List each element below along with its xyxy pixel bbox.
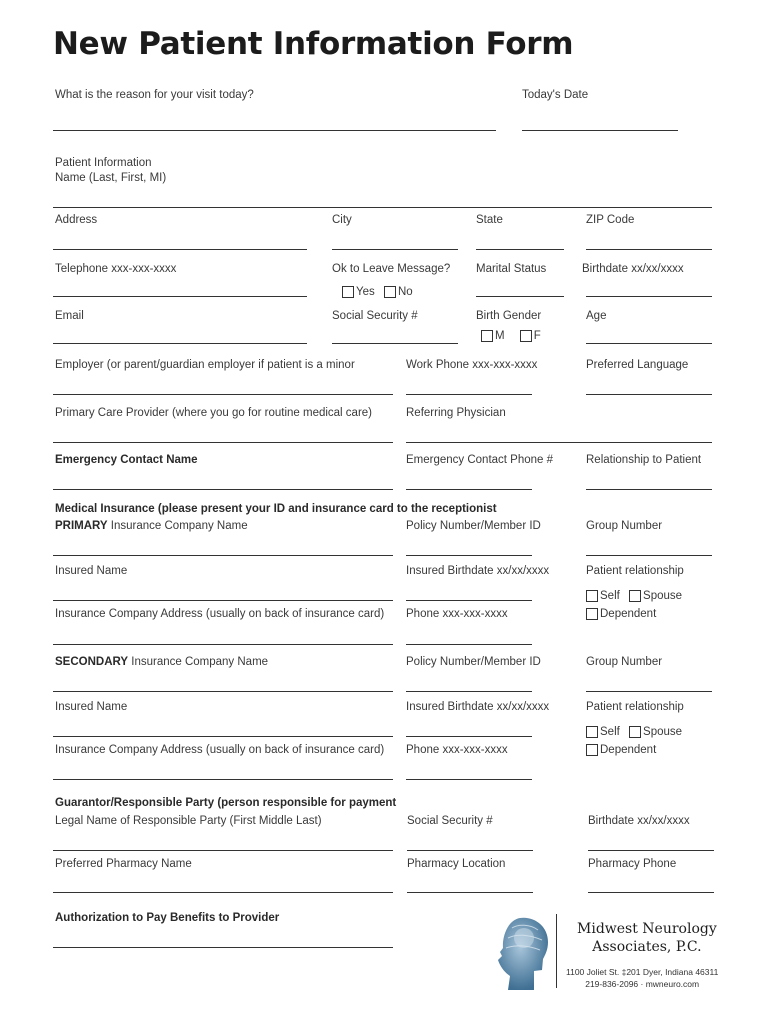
guarantor-birthdate-label: Birthdate xx/xx/xxxx (588, 815, 690, 827)
primary-spouse-label: Spouse (643, 590, 683, 602)
page-title: New Patient Information Form (53, 26, 574, 62)
primary-group-label: Group Number (586, 520, 663, 532)
ec-phone-label: Emergency Contact Phone # (406, 454, 554, 466)
telephone-field[interactable] (53, 296, 307, 297)
language-field[interactable] (586, 394, 712, 395)
logo-divider (556, 914, 557, 988)
guarantor-birthdate-field[interactable] (588, 850, 714, 851)
primary-company-label (55, 520, 248, 532)
m-checkbox[interactable] (481, 330, 493, 342)
ec-name-label: Emergency Contact Name (55, 454, 198, 466)
birthdate-field[interactable] (586, 296, 712, 297)
employer-field[interactable] (53, 394, 393, 395)
secondary-bold: SECONDARY (55, 656, 129, 668)
logo-name-line2: Associates, P.C. (592, 939, 702, 955)
primary-rest: Insurance Company Name (107, 520, 248, 532)
primary-patient-rel-label: Patient relationship (586, 565, 684, 577)
primary-company-field[interactable] (53, 555, 393, 556)
pharmacy-loc-label: Pharmacy Location (407, 858, 506, 870)
pcp-label: Primary Care Provider (where you go for routine medical care) (55, 407, 373, 419)
secondary-company-label (55, 656, 268, 668)
work-phone-field[interactable] (406, 394, 532, 395)
secondary-company-field[interactable] (53, 691, 393, 692)
work-phone-label: Work Phone xxx-xxx-xxxx (406, 359, 538, 371)
logo-name-line1: Midwest Neurology (577, 921, 717, 937)
secondary-rest: Insurance Company Name (128, 656, 269, 668)
logo-address-line2: 219-836-2096 · mwneuro.com (585, 979, 700, 989)
logo-address (566, 966, 718, 990)
secondary-dependent-checkbox[interactable] (586, 744, 598, 756)
secondary-insured-bd-field[interactable] (406, 736, 532, 737)
state-field[interactable] (476, 249, 564, 250)
yes-label: Yes (356, 286, 375, 298)
pharmacy-field[interactable] (53, 892, 393, 893)
legal-name-label: Legal Name of Responsible Party (First Middle Last) (55, 815, 322, 827)
primary-company-address-label: Insurance Company Address (usually on back of insurance card) (55, 608, 385, 620)
secondary-spouse-label: Spouse (643, 726, 683, 738)
primary-phone-field[interactable] (406, 644, 532, 645)
guarantor-ssn-label: Social Security # (407, 815, 493, 827)
authorization-field[interactable] (53, 947, 393, 948)
secondary-insured-name-field[interactable] (53, 736, 393, 737)
no-checkbox[interactable] (384, 286, 396, 298)
ssn-label: Social Security # (332, 310, 418, 322)
marital-label: Marital Status (476, 263, 547, 275)
secondary-company-address-field[interactable] (53, 779, 393, 780)
primary-bold: PRIMARY (55, 520, 108, 532)
name-field[interactable] (53, 207, 712, 208)
city-label: City (332, 214, 352, 226)
yes-checkbox[interactable] (342, 286, 354, 298)
primary-insured-name-label: Insured Name (55, 565, 128, 577)
secondary-policy-field[interactable] (406, 691, 532, 692)
state-label: State (476, 214, 503, 226)
guarantor-section-title: Guarantor/Responsible Party (person responsible for payment (55, 797, 397, 809)
ec-phone-field[interactable] (406, 489, 532, 490)
insurance-section-title: Medical Insurance (please present your ID and insurance card to the receptionist (55, 503, 497, 515)
birth-gender-label: Birth Gender (476, 310, 542, 322)
primary-insured-bd-field[interactable] (406, 600, 532, 601)
guarantor-ssn-field[interactable] (407, 850, 533, 851)
zip-field[interactable] (586, 249, 712, 250)
primary-policy-label: Policy Number/Member ID (406, 520, 541, 532)
logo-name (577, 920, 717, 956)
telephone-label: Telephone xxx-xxx-xxxx (55, 263, 177, 275)
logo-address-line1: 1100 Joliet St. ‡201 Dyer, Indiana 46311 (566, 967, 719, 977)
marital-field[interactable] (476, 296, 564, 297)
pcp-field[interactable] (53, 442, 393, 443)
primary-self-checkbox[interactable] (586, 590, 598, 602)
primary-insured-name-field[interactable] (53, 600, 393, 601)
secondary-self-checkbox[interactable] (586, 726, 598, 738)
brain-head-logo-icon (494, 914, 554, 992)
primary-group-field[interactable] (586, 555, 712, 556)
no-label: No (397, 286, 413, 298)
secondary-patient-rel-label: Patient relationship (586, 701, 684, 713)
ec-rel-field[interactable] (586, 489, 712, 490)
primary-spouse-checkbox[interactable] (629, 590, 641, 602)
secondary-group-field[interactable] (586, 691, 712, 692)
age-field[interactable] (586, 343, 712, 344)
language-label: Preferred Language (586, 359, 689, 371)
legal-name-field[interactable] (53, 850, 393, 851)
secondary-phone-label: Phone xxx-xxx-xxxx (406, 744, 508, 756)
primary-phone-label: Phone xxx-xxx-xxxx (406, 608, 508, 620)
ec-rel-label: Relationship to Patient (586, 454, 702, 466)
secondary-insured-name-label: Insured Name (55, 701, 128, 713)
reason-label: What is the reason for your visit today? (55, 89, 254, 101)
primary-insured-bd-label: Insured Birthdate xx/xx/xxxx (406, 565, 550, 577)
secondary-insured-bd-label: Insured Birthdate xx/xx/xxxx (406, 701, 550, 713)
ec-name-field[interactable] (53, 489, 393, 490)
ssn-field[interactable] (332, 343, 458, 344)
primary-policy-field[interactable] (406, 555, 532, 556)
f-checkbox[interactable] (520, 330, 532, 342)
address-field[interactable] (53, 249, 307, 250)
zip-label: ZIP Code (586, 214, 635, 226)
reason-field[interactable] (53, 130, 496, 131)
pharmacy-label: Preferred Pharmacy Name (55, 858, 192, 870)
pharmacy-phone-field[interactable] (588, 892, 714, 893)
name-label: Name (Last, First, MI) (55, 172, 167, 184)
employer-label: Employer (or parent/guardian employer if patient is a minor (55, 359, 355, 371)
patient-section-title: Patient Information (55, 157, 152, 169)
pharmacy-phone-label: Pharmacy Phone (588, 858, 677, 870)
date-field[interactable] (522, 130, 678, 131)
primary-dependent-label: Dependent (600, 608, 657, 620)
email-label: Email (55, 310, 84, 322)
secondary-spouse-checkbox[interactable] (629, 726, 641, 738)
email-field[interactable] (53, 343, 307, 344)
city-field[interactable] (332, 249, 458, 250)
age-label: Age (586, 310, 607, 322)
secondary-dependent-label: Dependent (600, 744, 657, 756)
address-label: Address (55, 214, 98, 226)
secondary-company-address-label: Insurance Company Address (usually on back of insurance card) (55, 744, 385, 756)
birthdate-label: Birthdate xx/xx/xxxx (582, 263, 684, 275)
secondary-group-label: Group Number (586, 656, 663, 668)
date-label: Today's Date (522, 89, 589, 101)
primary-company-address-field[interactable] (53, 644, 393, 645)
referring-label: Referring Physician (406, 407, 506, 419)
ok-message-label: Ok to Leave Message? (332, 263, 451, 275)
secondary-policy-label: Policy Number/Member ID (406, 656, 541, 668)
pharmacy-loc-field[interactable] (407, 892, 533, 893)
secondary-self-label: Self (600, 726, 620, 738)
authorization-label: Authorization to Pay Benefits to Provider (55, 912, 280, 924)
primary-self-label: Self (600, 590, 620, 602)
f-label: F (533, 330, 541, 342)
referring-field[interactable] (406, 442, 712, 443)
secondary-phone-field[interactable] (406, 779, 532, 780)
m-label: M (495, 330, 505, 342)
primary-dependent-checkbox[interactable] (586, 608, 598, 620)
